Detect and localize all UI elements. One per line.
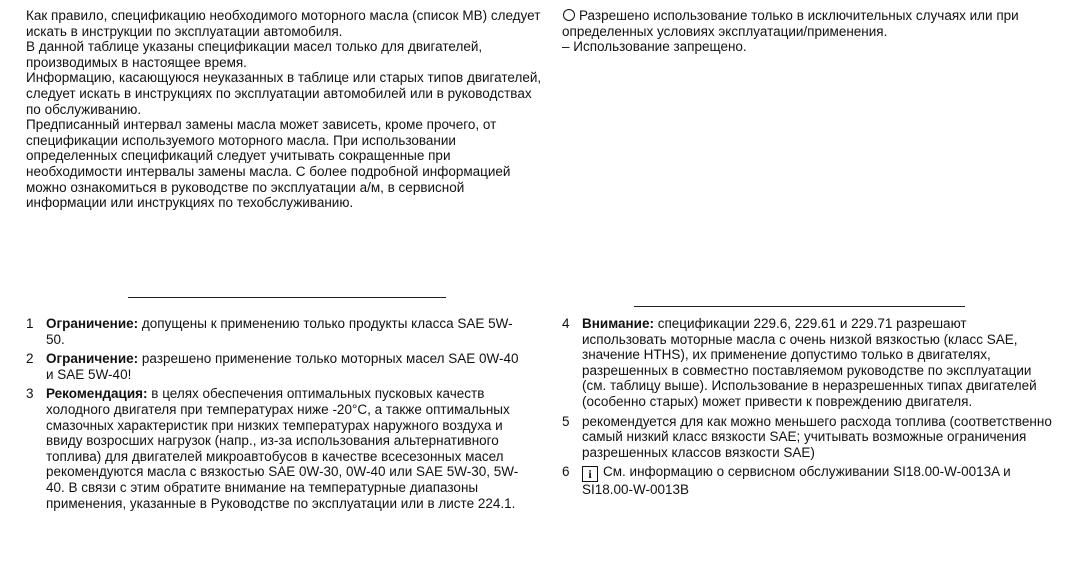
legend xyxy=(562,8,1048,55)
footnote-number: 5 xyxy=(562,413,570,429)
footnote-number: 4 xyxy=(562,316,570,331)
footnote-label: Ограничение: xyxy=(46,351,139,367)
footnotes-right xyxy=(562,316,1052,502)
footnote-text: рекомендуется для как можно меньшего расхода топлива (соответственно самый низкий класс вязкости SAE; учитывать возможные ограничения разрешенных классов вязкости SAE) xyxy=(582,413,1052,460)
footnote-4 xyxy=(562,316,1052,410)
footnote-6 xyxy=(562,464,1052,498)
divider-right xyxy=(634,306,965,307)
intro-paragraph-4: Предписанный интервал замены масла может зависеть, кроме прочего, от спецификации используемого моторного масла. При использовании определенных спецификаций следует учитывать сокращенные при необходимости интервалы замены масла. С более подробной информацией можно ознакомиться в руководстве по эксплуатации а/м, в сервисной информации или инструкциях по техобслуживанию. xyxy=(26,117,511,211)
footnote-3 xyxy=(26,386,526,511)
info-icon: i xyxy=(582,466,598,482)
footnote-text: в целях обеспечения оптимальных пусковых качеств холодного двигателя при температурах ниже -20°C, а также оптимальных смазочных характеристик при низких температурах наружного воздуха и ввиду возросших нагрузок (напр., из-за использования альтернативного топлива) для двигателей микроавтобусов в качестве всесезонных масел рекомендуются масла с вязкостью SAE 0W-30, 0W-40 или SAE 5W-30, 5W-40. В связи с этим обратите внимание на температурные диапазоны применения, указанные в Руководстве по эксплуатации или в листе 224.1. xyxy=(46,386,519,511)
footnote-label: Рекомендация: xyxy=(46,386,148,402)
footnote-text: См. информацию о сервисном обслуживании SI18.00-W-0013A и SI18.00-W-0013B xyxy=(582,464,1011,498)
footnote-1 xyxy=(26,316,526,347)
footnote-number: 2 xyxy=(26,351,34,367)
intro-text xyxy=(26,8,546,211)
footnote-5 xyxy=(562,414,1052,461)
footnote-2 xyxy=(26,351,526,382)
footnote-label: Ограничение: xyxy=(46,316,139,331)
intro-paragraph-1: Как правило, спецификацию необходимого моторного масла (список MB) следует искать в инструкции по эксплуатации автомобиля. xyxy=(26,8,541,39)
legend-restricted-text: Разрешено использование только в исключительных случаях или при определенных условиях эксплуатации/применения. xyxy=(562,8,1019,39)
footnote-number: 3 xyxy=(26,386,34,402)
footnote-number: 6 xyxy=(562,464,570,480)
footnotes-left xyxy=(26,316,526,515)
footnote-text: спецификации 229.6, 229.61 и 229.71 разрешают использовать моторные масла с очень низкой вязкостью (класс SAE, значение HTHS), их применение допустимо только в двигателях, разрешенных в совместно поставляемом руководстве по эксплуатации (см. таблицу выше). Использование в неразрешенных типах двигателей (особенно старых) может привести к повреждению двигателя. xyxy=(582,316,1037,409)
footnote-text: разрешено применение только моторных масел SAE 0W-40 и SAE 5W-40! xyxy=(46,351,519,382)
legend-forbidden: – Использование запрещено. xyxy=(562,39,747,55)
legend-restricted xyxy=(562,8,1048,39)
footnote-number: 1 xyxy=(26,316,34,331)
footnote-label: Внимание: xyxy=(582,316,654,331)
footnote-text: допущены к применению только продукты класса SAE 5W-50. xyxy=(46,316,513,347)
divider-left xyxy=(128,297,446,298)
intro-paragraph-3: Информацию, касающуюся неуказанных в таблице или старых типов двигателей, следует искать в инструкциях по эксплуатации автомобилей или в руководствах по обслуживанию. xyxy=(26,70,542,117)
intro-paragraph-2: В данной таблице указаны спецификации масел только для двигателей, производимых в настоящее время. xyxy=(26,39,483,70)
circle-outline-icon xyxy=(563,9,575,21)
